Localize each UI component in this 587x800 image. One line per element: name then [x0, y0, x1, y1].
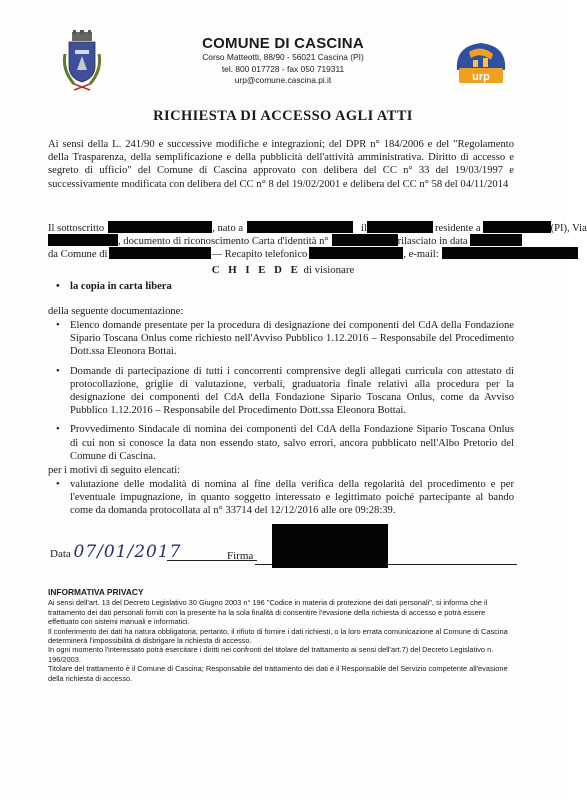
privacy-line: Titolare del trattamento è il Comune di Cascina; Responsabile del trattamento dei dati è il Responsabile del Servizio competente all'evasione della richiesta di accesso. [48, 664, 508, 683]
chiede-word: C H I E D E [211, 264, 301, 276]
chiede-rest: di visionare [300, 264, 355, 276]
urp-logo-text: urp [472, 71, 490, 83]
date-label: Data [50, 548, 71, 560]
redacted-email [442, 247, 578, 259]
copia-list [48, 280, 514, 293]
copia-item: • la copia in carta libera [48, 280, 514, 293]
motivi-list [48, 478, 514, 518]
redacted-residence [483, 221, 551, 233]
chiede-line [0, 264, 566, 276]
document-item: • Elenco domande presentate per la procedura di designazione dei componenti del CdA della Fondazione Sipario Toscana Onlus come richiesto nell'Avviso Pubblico 1.12.2016 – Responsabile del Procedimento Dott.ssa Eleonora Bottai. [48, 319, 514, 359]
redacted-street [48, 234, 118, 246]
privacy-title: INFORMATIVA PRIVACY [48, 587, 144, 597]
documents-list [48, 319, 514, 463]
redacted-id-number [332, 234, 398, 246]
redacted-birthdate [367, 221, 433, 233]
nato-label: , nato a [212, 223, 244, 234]
firma-label: Firma [227, 550, 254, 562]
rilasciato-label: rilasciato in data [397, 236, 468, 247]
documentazione-intro: della seguente documentazione: [48, 306, 184, 317]
privacy-line: In ogni momento l'interessato potrà esercitare i diritti nei confronti del titolare del trattamento ai sensi dell'art.7) del Decreto Legislativo n. 196/2003. [48, 645, 494, 664]
residente-label: residente a [434, 223, 481, 234]
redacted-phone [309, 247, 403, 259]
privacy-block [48, 588, 518, 683]
motivo-item: • valutazione delle modalità di nomina al fine della verifica della regolarità del procedimento e per l'eventuale impugnazione, in quanto soggetto interessato e legittimato poiché partecipante al bando come da domanda protocollata al n° 33714 del 12/12/2016 alle ore 09:28:39. [48, 478, 514, 518]
sottoscritto-label: Il sottoscritto [48, 223, 105, 234]
header-email: urp@comune.cascina.pi.it [234, 75, 332, 85]
privacy-line: Il conferimento dei dati ha natura obbligatoria; pertanto, il rifiuto di fornire i dati richiesti, o la loro errata comunicazione al Comune di Cascina determinerà l'impossibilità di disbrigare la richiesta di accesso. [48, 626, 508, 646]
form-line-3 [48, 247, 578, 261]
motivi-intro: per i motivi di seguito elencati: [48, 465, 181, 476]
via-label: (PI), Via [550, 223, 587, 234]
comune-crest-icon [60, 30, 104, 94]
urp-logo-icon [453, 40, 509, 86]
redacted-issuer [109, 247, 211, 259]
handwritten-date: 07/01/2017 [73, 542, 182, 562]
privacy-line: Ai sensi dell'art. 13 del Decreto Legislativo 30 Giugno 2003 n° 196 "Codice in materia di protezione dei dati personali", si informa che il trattamento dei dati personali forniti con la presente ha la sola finalità di consentire l'evasione della richiesta di accesso e potrà essere effettuato con sistemi manuali e informatici. [48, 598, 488, 627]
redacted-signature [272, 524, 388, 568]
date-field [50, 542, 182, 562]
email-label: , e-mail: [403, 249, 439, 260]
recapito-label: — Recapito telefonico [211, 249, 308, 260]
redacted-issue-date [470, 234, 522, 246]
il-label: il [361, 223, 367, 234]
document-item: • Domande di partecipazione di tutti i concorrenti comprensive degli allegati curricula con attestato di protocollazione, griglie di valutazione, verbali, graduatoria finale relativi alla procedura per la designazione dei componenti del CdA della Fondazione Sipario Toscana Onlus, come da Avviso Pubblico 1.12.2016 – Responsabile del Procedimento Dott.ssa Eleonora Bottai. [48, 365, 514, 418]
header-title: COMUNE DI CASCINA [202, 35, 364, 52]
header-address: Corso Matteotti, 88/90 - 56021 Cascina (PI) [202, 52, 364, 62]
redacted-birthplace [247, 221, 353, 233]
documento-label: , documento di riconoscimento Carta d'identità n° [118, 236, 329, 247]
redacted-name [108, 221, 212, 233]
header-block [150, 35, 416, 87]
intro-paragraph: Ai sensi della L. 241/90 e successive modifiche e integrazioni; del DPR n° 184/2006 e del "Regolamento della Trasparenza, della semplificazione e della pubblicità dell'attività amministrativa. Diritto di accesso e segreto di ufficio" del Comune di Cascina approvato con delibera del CC n° 33 del 19/03/1997 e successivamente modificata con delibera del CC n° 8 del 19/02/2001 e delibera del CC n° 58 del 04/11/2014 [48, 139, 514, 190]
page-title: RICHIESTA DI ACCESSO AGLI ATTI [153, 108, 413, 124]
document-item: • Provvedimento Sindacale di nomina dei componenti del CdA della Fondazione Sipario Toscana Onlus di cui non si conosce la data non essendo stato, salvo errori, ancora pubblicato nell'Albo Pretorio del Comune di Cascina. [48, 423, 514, 463]
header-phone: tel. 800 017728 - fax 050 719311 [221, 63, 345, 74]
da-comune-label: da Comune di [48, 249, 108, 260]
form-line-1 [48, 221, 587, 235]
form-line-2 [48, 234, 522, 248]
